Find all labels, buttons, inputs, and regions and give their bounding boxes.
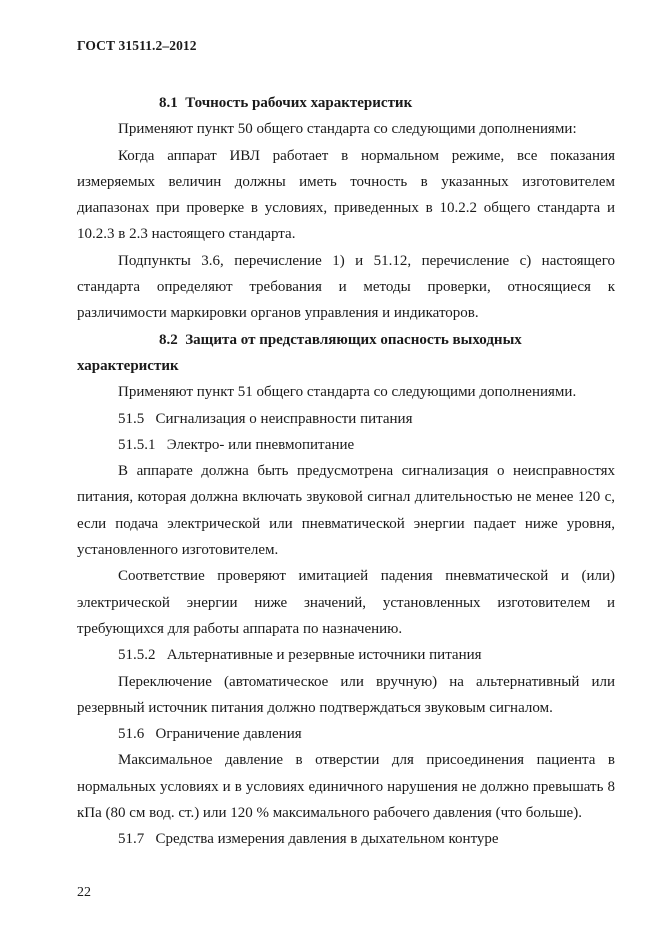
body-paragraph: В аппарате должна быть предусмотрена сигнализация о неисправностях питания, которая должна включать звуковой сигнал длительностью не менее 120 с, если подача электрической или пневматической энергии падает ниже уровня, установленного изготовителем. (77, 463, 615, 559)
body-paragraph: Когда аппарат ИВЛ работает в нормальном режиме, все показания измеряемых величин должны иметь точность в указанных изготовителем диапазонах при проверке в условиях, приведенных в 10.2.2 общего стандарта и 10.2.3 в 2.3 настоящего стандарта. (77, 147, 615, 243)
subsection-number: 51.7 (118, 831, 145, 848)
body-paragraph: Применяют пункт 50 общего стандарта со следующими дополнениями: (118, 121, 577, 138)
subsection-title: Электро- или пневмопитание (166, 436, 355, 453)
subsection-heading (77, 406, 615, 432)
body-paragraph: Соответствие проверяют имитацией падения пневматической и (или) электрической энергии ниже значений, установленных изготовителем и требующихся для работы аппарата по назначению. (77, 568, 615, 637)
section-heading (77, 90, 615, 116)
section-number: 8.2 (159, 331, 178, 348)
subsection-title: Альтернативные и резервные источники питания (166, 647, 482, 664)
subsection-title: Средства измерения давления в дыхательном контуре (155, 831, 499, 848)
subsection-number: 51.6 (118, 726, 145, 743)
document-body (77, 90, 615, 853)
section-number: 8.1 (159, 95, 178, 111)
subsection-title: Ограничение давления (155, 726, 302, 743)
subsection-number: 51.5.1 (118, 436, 156, 453)
page-number: 22 (77, 885, 91, 900)
body-paragraph: Максимальное давление в отверстии для присоединения пациента в нормальных условиях и в условиях единичного нарушения не должно превышать 8 кПа (80 см вод. ст.) или 120 % максимального рабочего давления (что больше). (77, 752, 615, 822)
body-paragraph: Переключение (автоматическое или вручную) на альтернативный или резервный источник питания должно подтверждаться звуковым сигналом. (77, 673, 615, 716)
section-title: Защита от представляющих опасность выходных характеристик (77, 331, 522, 374)
subsection-number: 51.5.2 (118, 647, 156, 664)
subsection-heading (77, 826, 615, 852)
section-heading (77, 327, 615, 380)
section-title: Точность рабочих характеристик (185, 95, 413, 111)
document-header: ГОСТ 31511.2–2012 (77, 38, 197, 53)
subsection-title: Сигнализация о неисправности питания (155, 410, 413, 427)
subsection-heading (77, 642, 615, 668)
body-paragraph: Подпункты 3.6, перечисление 1) и 51.12, перечисление с) настоящего стандарта определяют требования и методы проверки, относящиеся к различимости маркировки органов управления и индикаторов. (77, 252, 615, 322)
subsection-number: 51.5 (118, 410, 145, 427)
body-paragraph: Применяют пункт 51 общего стандарта со следующими дополнениями. (118, 384, 577, 401)
subsection-heading (77, 721, 615, 747)
subsection-heading (77, 432, 615, 458)
